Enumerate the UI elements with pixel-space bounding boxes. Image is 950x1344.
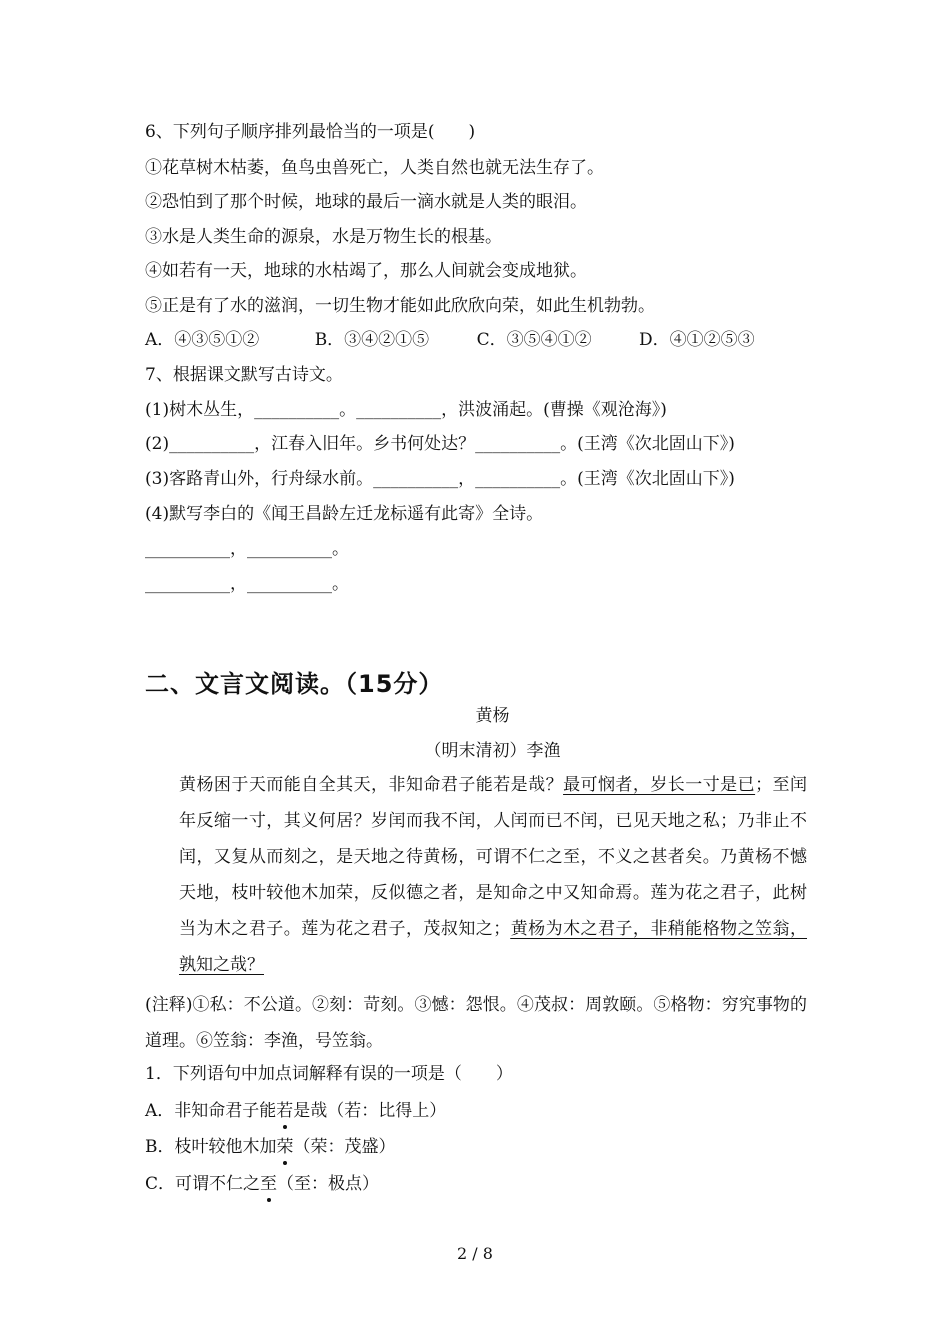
q6-stem: 6、下列句子顺序排列最恰当的一项是( ) [145, 122, 476, 142]
q7-line-2: (2)__________，江春入旧年。乡书何处达？__________。(王湾《次北固山下》) [145, 434, 735, 454]
q6-option-a: A．④③⑤①② [145, 330, 260, 350]
q6-item-3: ③水是人类生命的源泉，水是万物生长的根基。 [145, 227, 502, 247]
q1-option-a-gloss: 是哉（若：比得上） [293, 1101, 447, 1121]
q7-blank-line-1: __________，__________。 [145, 539, 349, 559]
q1-option-c [145, 1172, 379, 1196]
q1-option-c-text: C．可谓不仁之 [145, 1174, 261, 1194]
section-title: 二、文言文阅读。（15分） [145, 670, 444, 698]
emphasis-dot-char-b: 荣 [276, 1137, 294, 1157]
q1-option-a [145, 1099, 446, 1123]
page-number: 2 / 8 [457, 1244, 493, 1263]
q7-line-1: (1)树木丛生，__________。__________，洪波涌起。(曹操《观沧海》) [145, 400, 667, 420]
q1-option-b [145, 1135, 396, 1159]
q6-option-b: B．③④②①⑤ [314, 330, 430, 350]
q1-option-b-gloss: （荣：茂盛） [293, 1137, 396, 1157]
q6-item-4: ④如若有一天，地球的水枯竭了，那么人间就会变成地狱。 [145, 261, 587, 281]
q7-blank-line-2: __________，__________。 [145, 574, 349, 594]
q1-option-b-text: B．枝叶较他木加 [145, 1137, 277, 1157]
passage-author: （明末清初）李渔 [424, 741, 561, 761]
q7-line-4: (4)默写李白的《闻王昌龄左迁龙标遥有此寄》全诗。 [145, 504, 544, 524]
q1-option-a-text: A．非知命君子能 [145, 1101, 277, 1121]
q1-stem: 1．下列语句中加点词解释有误的一项是（ ） [145, 1064, 513, 1084]
underlined-sentence-2: 黄杨为木之君子，非稍能格物之笠翁，孰知之哉？ [179, 919, 808, 975]
q7-stem: 7、根据课文默写古诗文。 [145, 365, 343, 385]
q1-option-c-gloss: （至：极点） [277, 1174, 380, 1194]
passage-text-1: 黄杨困于天而能自全其天，非知命君子能若是哉？ [179, 775, 564, 795]
emphasis-dot-char-a: 若 [276, 1101, 294, 1121]
passage-notes: (注释)①私：不公道。②刻：苛刻。③憾：怨恨。④茂叔：周敦颐。⑤格物：穷究事物的道理。⑥笠翁：李渔，号笠翁。 [145, 995, 807, 1051]
q6-item-2: ②恐怕到了那个时候，地球的最后一滴水就是人类的眼泪。 [145, 192, 587, 212]
q6-options [145, 328, 755, 352]
passage-body [145, 767, 807, 983]
q7-line-3: (3)客路青山外，行舟绿水前。__________，__________。(王湾《次北固山下》) [145, 469, 735, 489]
underlined-sentence-1: 最可悯者，岁长一寸是已 [563, 775, 756, 795]
emphasis-dot-char-c: 至 [260, 1174, 278, 1194]
q6-item-5: ⑤正是有了水的滋润，一切生物才能如此欣欣向荣，如此生机勃勃。 [145, 296, 655, 316]
passage-title: 黄杨 [475, 706, 510, 726]
q6-option-d: D．④①②⑤③ [639, 330, 755, 350]
q6-option-c: C．③⑤④①② [476, 330, 592, 350]
q6-item-1: ①花草树木枯萎，鱼鸟虫兽死亡，人类自然也就无法生存了。 [145, 158, 604, 178]
passage-text-2: ；至闰年反缩一寸，其义何居？岁闰而我不闰，人闰而已不闰，已见天地之私；乃非止不闰，又复从而刻之，是天地之待黄杨，可谓不仁之至，不义之甚者矣。乃黄杨不憾天地，枝叶较他木加荣，反似德之者，是知命之中又知命焉。莲为花之君子，此树当为木之君子。莲为花之君子，茂叔知之； [179, 775, 808, 939]
